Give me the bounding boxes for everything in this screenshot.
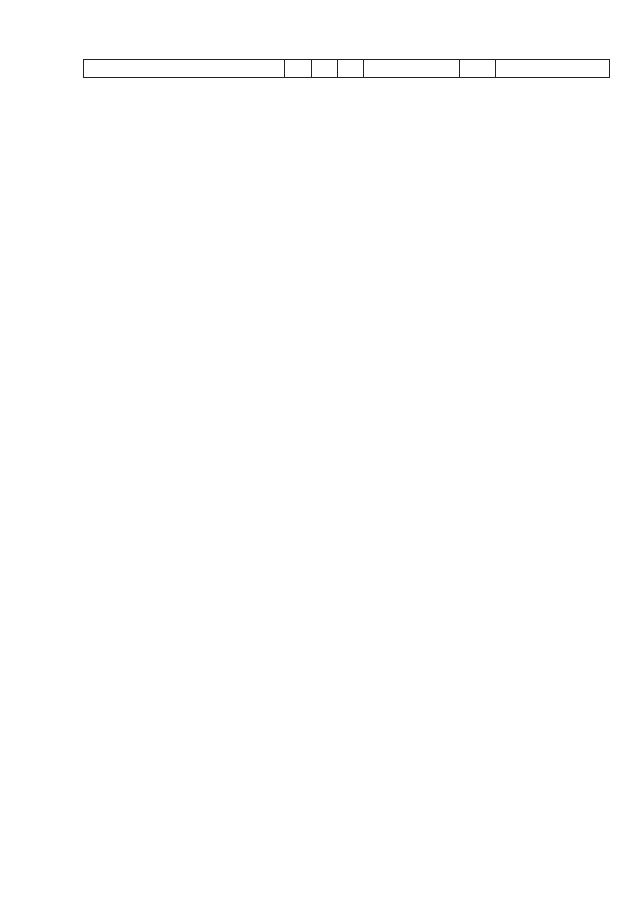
column-header-table (83, 59, 610, 78)
column-header-3 (312, 60, 338, 78)
column-header-2 (285, 60, 312, 78)
column-header-7 (496, 60, 610, 78)
column-header-1 (84, 60, 285, 78)
column-header-6 (460, 60, 496, 78)
column-header-4 (338, 60, 364, 78)
column-header-5 (364, 60, 460, 78)
